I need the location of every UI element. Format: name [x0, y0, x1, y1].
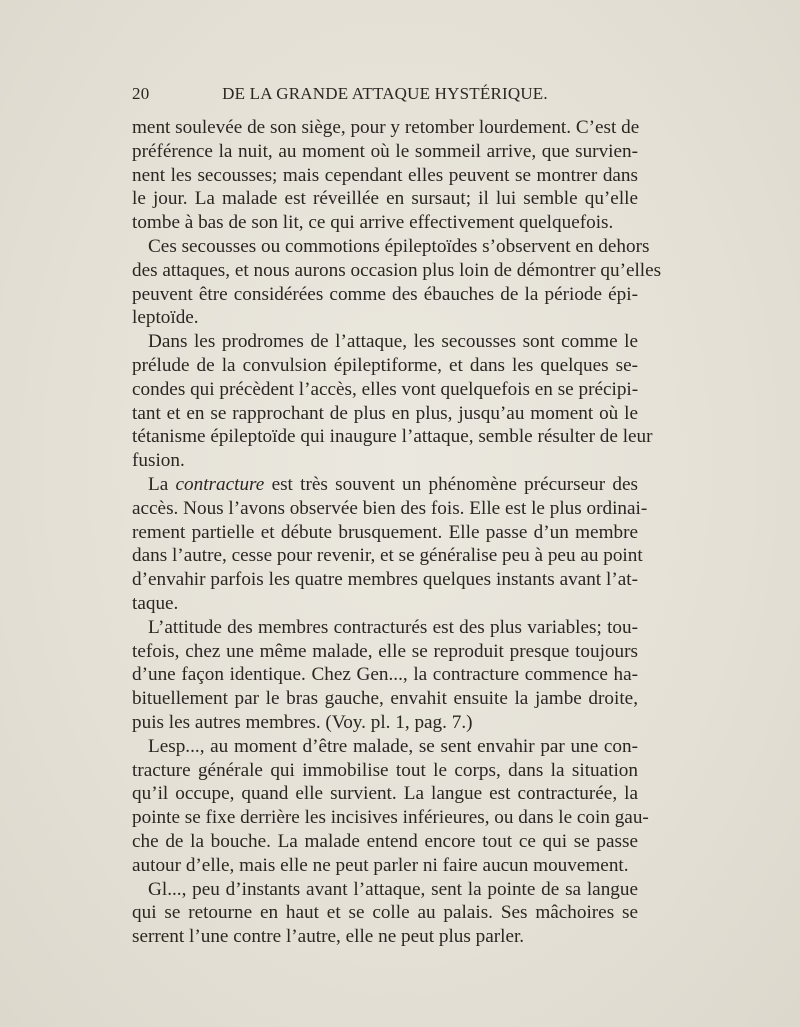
body-text	[132, 116, 662, 949]
text-line: L’attitude des membres contracturés est des plus variables; tou-	[148, 616, 638, 638]
text-line: accès. Nous l’avons observée bien des fois. Elle est le plus ordinai-	[132, 497, 648, 519]
text-line: rement partielle et débute brusquement. Elle passe d’un membre	[132, 521, 638, 543]
text-line: ment soulevée de son siège, pour y retomber lourdement. C’est de	[132, 117, 640, 138]
text-line: préférence la nuit, au moment où le sommeil arrive, que survien-	[132, 140, 638, 162]
text-line: Lesp..., au moment d’être malade, se sent envahir par une con-	[148, 735, 638, 757]
text-line: fusion.	[132, 450, 185, 472]
text-line: pointe se fixe derrière les incisives inférieures, ou dans le coin gau-	[132, 807, 649, 829]
running-title: DE LA GRANDE ATTAQUE HYSTÉRIQUE.	[222, 84, 548, 103]
text-line: tant et en se rapprochant de plus en plus, jusqu’au moment où le	[132, 402, 638, 424]
text-line: nent les secousses; mais cependant elles peuvent se montrer dans	[132, 164, 638, 186]
text-line: d’envahir parfois les quatre membres quelques instants avant l’at-	[132, 569, 638, 591]
text-line: des attaques, et nous aurons occasion plus loin de démontrer qu’elles	[132, 259, 662, 281]
text-line: leptoïde.	[132, 307, 199, 329]
page-number: 20	[132, 84, 150, 103]
text-line: prélude de la convulsion épileptiforme, et dans les quelques se-	[132, 354, 638, 376]
text-line: serrent l’une contre l’autre, elle ne peut plus parler.	[132, 926, 525, 948]
text-line: autour d’elle, mais elle ne peut parler ni faire aucun mouvement.	[132, 854, 629, 876]
text-line: bituellement par le bras gauche, envahit ensuite la jambe droite,	[132, 688, 638, 710]
text-line: dans l’autre, cesse pour revenir, et se généralise peu à peu au point	[132, 545, 643, 567]
text-line: condes qui précèdent l’accès, elles vont quelquefois en se précipi-	[132, 378, 639, 400]
text-line: tefois, chez une même malade, elle se reproduit presque toujours	[132, 640, 638, 662]
text-line: tétanisme épileptoïde qui inaugure l’attaque, semble résulter de leur	[132, 426, 653, 448]
text-line: taque.	[132, 592, 179, 614]
text-line: tombe à bas de son lit, ce qui arrive effectivement quelquefois.	[132, 212, 614, 234]
text-line: che de la bouche. La malade entend encore tout ce qui se passe	[132, 830, 638, 852]
text-line: qu’il occupe, quand elle survient. La langue est contracturée, la	[132, 783, 638, 805]
text-line: Dans les prodromes de l’attaque, les secousses sont comme le	[148, 331, 638, 353]
text-line: le jour. La malade est réveillée en sursaut; il lui semble qu’elle	[132, 188, 638, 210]
text-line: puis les autres membres. (Voy. pl. 1, pag. 7.)	[132, 711, 473, 733]
text-line: d’une façon identique. Chez Gen..., la contracture commence ha-	[132, 664, 638, 686]
text-line: qui se retourne en haut et se colle au palais. Ses mâchoires se	[132, 902, 638, 924]
text-fragment: est très souvent un phénomène précurseur des	[264, 473, 638, 495]
page-header	[132, 84, 638, 112]
italic-term: contracture	[175, 473, 265, 495]
text-line: Ces secousses ou commotions épileptoïdes s’observent en dehors	[148, 235, 650, 257]
text-fragment: La	[148, 473, 176, 495]
text-line: tracture générale qui immobilise tout le corps, dans la situation	[132, 759, 638, 781]
text-line	[132, 473, 638, 497]
text-line: peuvent être considérées comme des ébauches de la période épi-	[132, 283, 638, 305]
text-line: Gl..., peu d’instants avant l’attaque, sent la pointe de sa langue	[148, 878, 638, 900]
